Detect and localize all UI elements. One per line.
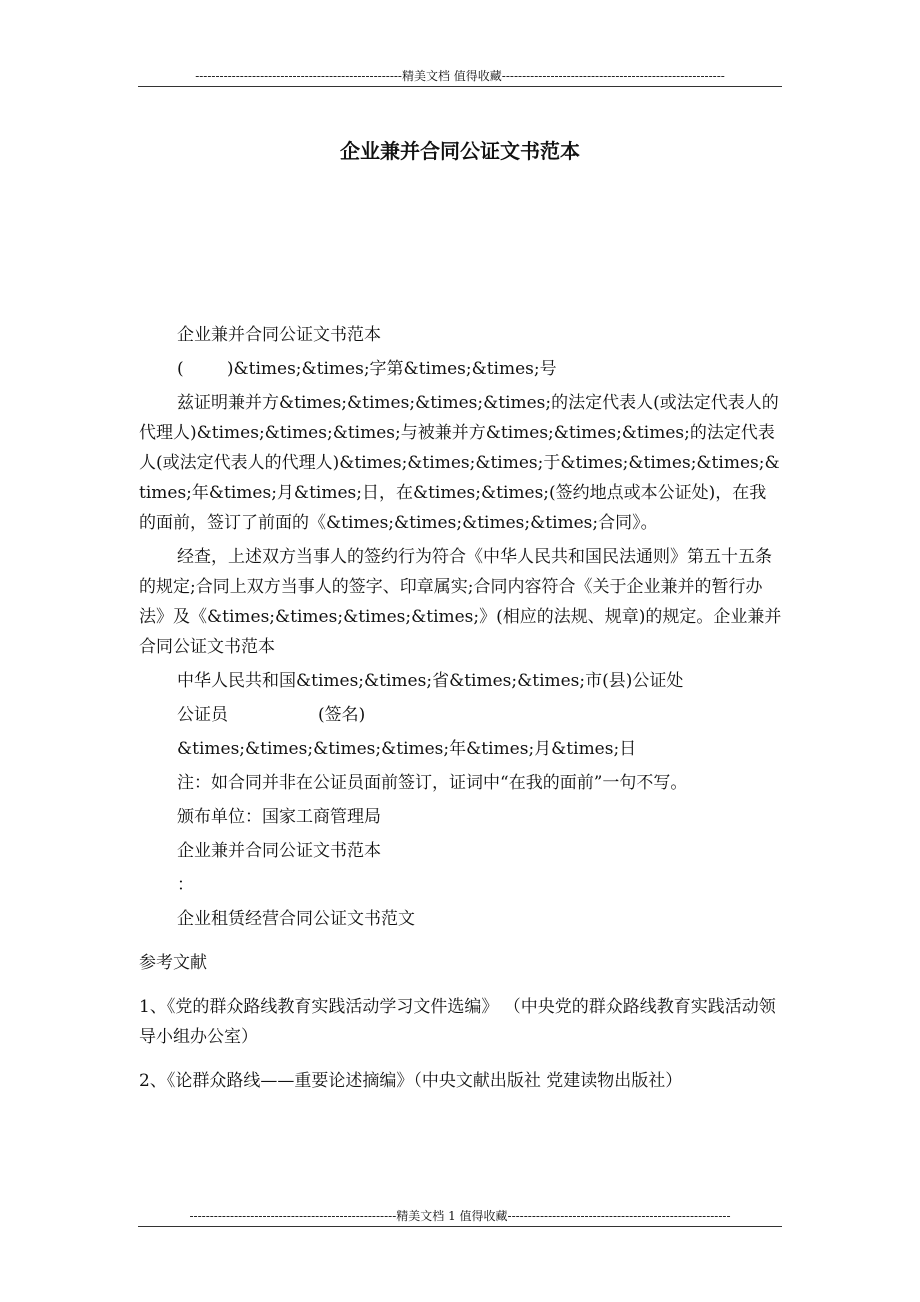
subtitle-paragraph: 企业兼并合同公证文书范本: [177, 325, 381, 345]
header-text: ---------------------------------------------------精美文档 值得收藏-------------------------------------------------------: [195, 69, 725, 83]
document-number: ( )&times;&times;字第&times;&times;号: [177, 359, 557, 379]
related-document: 企业租赁经营合同公证文书范文: [177, 909, 415, 929]
footer-text: ---------------------------------------------------精美文档 1 值得收藏-------------------------------------------------------: [189, 1209, 731, 1223]
document-body: [139, 320, 782, 1096]
reference-1: 1、《党的群众路线教育实践活动学习文件选编》 （中央党的群众路线教育实践活动领导小组办公室）: [139, 997, 776, 1047]
issuer-paragraph: 颁布单位：国家工商管理局: [177, 807, 381, 827]
colon-line: ：: [177, 875, 194, 895]
notary-label: 公证员: [177, 705, 228, 725]
body-paragraph-2: 经查，上述双方当事人的签约行为符合《中华人民共和国民法通则》第五十五条的规定;合同上双方当事人的签字、印章属实;合同内容符合《关于企业兼并的暂行办法》及《&times;&times;&times;&times;》(相应的法规、规章)的规定。企业兼并合同公证文书范本: [139, 547, 782, 657]
notary-office: 中华人民共和国&times;&times;省&times;&times;市(县)公证处: [177, 671, 684, 691]
page-footer: [138, 1202, 782, 1227]
document-title: 企业兼并合同公证文书范本: [340, 139, 580, 163]
page-header: [138, 64, 782, 87]
notary-signature: (签名): [318, 705, 366, 725]
body-paragraph-1: 兹证明兼并方&times;&times;&times;&times;的法定代表人(或法定代表人的代理人)&times;&times;&times;与被兼并方&times;&times;&times;的法定代表人(或法定代表人的代理人)&times;&times;&times;于&times;&times;&times;&times;年&times;月&times;日，在&times;&times;(签约地点或本公证处)，在我的面前，签订了前面的《&times;&times;&times;&times;合同》。: [139, 393, 780, 533]
reference-2: 2、《论群众路线——重要论述摘编》（中央文献出版社 党建读物出版社）: [139, 1071, 683, 1091]
notary-signature-line: [139, 700, 782, 730]
repeat-title: 企业兼并合同公证文书范本: [177, 841, 381, 861]
references-heading: 参考文献: [139, 953, 207, 973]
notary-date: &times;&times;&times;&times;年&times;月&times;日: [177, 739, 637, 759]
note-paragraph: 注：如合同并非在公证员面前签订，证词中“在我的面前”一句不写。: [177, 773, 688, 793]
